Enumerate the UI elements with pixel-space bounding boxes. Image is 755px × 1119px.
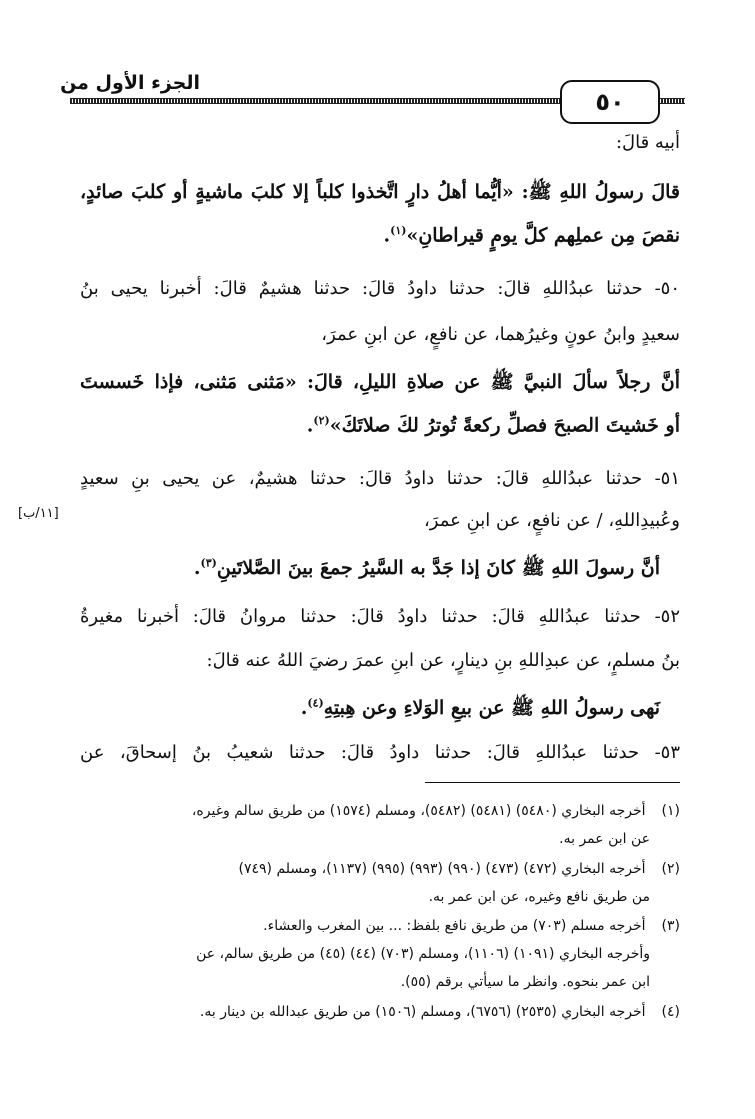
page-number: ٥٠ — [595, 88, 625, 116]
hadith-matn-line: نقصَ مِن عملِهم كلَّ يومٍ قيراطانِ»$^{(١)}$. — [383, 224, 680, 247]
footnote — [239, 861, 681, 877]
isnad-line: بنُ مسلمٍ، عن عبدِاللهِ بنِ دينارٍ، عن ابنِ عمرَ رضيَ اللهُ عنه قالَ: — [206, 650, 680, 671]
footnote-text: أخرجه مسلم (٧٠٣) من طريق نافع بلفظ: ... بين المغرب والعشاء. — [263, 918, 646, 934]
isnad-line: ٥٠- حدثنا عبدُاللهِ قالَ: حدثنا داودُ قالَ: حدثنا هشيمٌ قالَ: أخبرنا يحيى بنُ — [80, 278, 680, 299]
footnote-ref: (٤) — [307, 696, 324, 710]
footnote-number: (١) — [661, 803, 680, 819]
isnad-line: ٥٣- حدثنا عبدُاللهِ قالَ: حدثنا داودُ قالَ: حدثنا شعيبُ بنُ إسحاقَ، عن — [80, 742, 680, 763]
footnote-continuation: عن ابن عمر به. — [559, 831, 650, 847]
footnote-ref: (٣) — [200, 556, 217, 570]
isnad-line: ٥١- حدثنا عبدُاللهِ قالَ: حدثنا داودُ قالَ: حدثنا هشيمٌ، عن يحيى بنِ سعيدٍ — [80, 468, 680, 489]
footnote-number: (٢) — [661, 861, 680, 877]
text-line: أبيه قالَ: — [615, 132, 680, 153]
hadith-matn-text: نقصَ مِن عملِهم كلَّ يومٍ قيراطانِ» — [406, 224, 680, 247]
footnote-continuation: من طريق نافع وغيره، عن ابن عمر به. — [428, 889, 650, 905]
footnote-continuation: ابن عمر بنحوه. وانظر ما سيأتي برقم (٥٥). — [400, 974, 650, 990]
footnote-separator — [425, 782, 680, 783]
footnote-number: (٤) — [661, 1004, 680, 1020]
hadith-matn-line: أنَّ رسولَ اللهِ ﷺ كانَ إذا جَدَّ به السَّيرُ جمعَ بينَ الصَّلاتَينِ$^{(٣)}$. — [193, 556, 660, 579]
hadith-matn-line: أنَّ رجلاً سألَ النبيَّ ﷺ عن صلاةِ الليلِ، قالَ: «مَثنى مَثنى، فإذا خَسستَ — [80, 371, 680, 393]
footnote-continuation: وأخرجه البخاري (١٠٩١) (١١٠٦)، ومسلم (٧٠٣) (٤٤) (٤٥) من طريق سالم، عن — [196, 946, 650, 962]
manuscript-folio-note: [١١/ب] — [18, 506, 59, 521]
isnad-line: وعُبيدِاللهِ، / عن نافعٍ، عن ابنِ عمرَ، — [423, 510, 680, 531]
footnote — [263, 918, 680, 934]
footnote-ref: (١) — [390, 224, 407, 237]
page-header — [60, 70, 685, 130]
hadith-matn-line: نَهى رسولُ اللهِ ﷺ عن بيعِ الوَلاءِ وعن هِبتِهِ$^{(٤)}$. — [300, 696, 660, 719]
footnote-text: أخرجه البخاري (٢٥٣٥) (٦٧٥٦)، ومسلم (١٥٠٦) من طريق عبدالله بن دينار به. — [199, 1004, 646, 1020]
footnote — [192, 803, 680, 819]
hadith-matn-text: أنَّ رسولَ اللهِ ﷺ كانَ إذا جَدَّ به السَّيرُ جمعَ بينَ الصَّلاتَينِ — [216, 557, 660, 579]
footnote-ref: (٢) — [313, 414, 330, 427]
hadith-matn-text: أو خَشيتَ الصبحَ فصلِّ ركعةً تُوترُ لكَ صلاتَكَ» — [329, 414, 680, 437]
footnote-number: (٣) — [661, 918, 680, 934]
hadith-matn-line: قالَ رسولُ اللهِ ﷺ: «أيُّما أهلُ دارٍ اتَّخذوا كلباً إلا كلبَ ماشيةٍ أو كلبَ صائدٍ، — [80, 181, 680, 203]
footnote-text: أخرجه البخاري (٥٤٨٠) (٥٤٨١) (٥٤٨٢)، ومسلم (١٥٧٤) من طريق سالم وغيره، — [191, 803, 646, 819]
footnote-text: أخرجه البخاري (٤٧٢) (٤٧٣) (٩٩٠) (٩٩٣) (٩٩٥) (١١٣٧)، ومسلم (٧٤٩) — [238, 861, 646, 877]
isnad-line: ٥٢- حدثنا عبدُاللهِ قالَ: حدثنا داودُ قالَ: حدثنا مروانُ قالَ: أخبرنا مغيرةُ — [80, 606, 680, 627]
hadith-matn-line: أو خَشيتَ الصبحَ فصلِّ ركعةً تُوترُ لكَ صلاتَكَ»$^{(٢)}$. — [306, 414, 680, 437]
isnad-line: سعيدٍ وابنُ عونٍ وغيرُهما، عن نافعٍ، عن ابنِ عمرَ، — [321, 324, 680, 345]
footnote — [200, 1004, 680, 1020]
hadith-matn-text: نَهى رسولُ اللهِ ﷺ عن بيعِ الوَلاءِ وعن هِبتِهِ — [323, 697, 660, 719]
running-title: الجزء الأول من — [60, 72, 200, 94]
page-number-box — [560, 80, 660, 124]
